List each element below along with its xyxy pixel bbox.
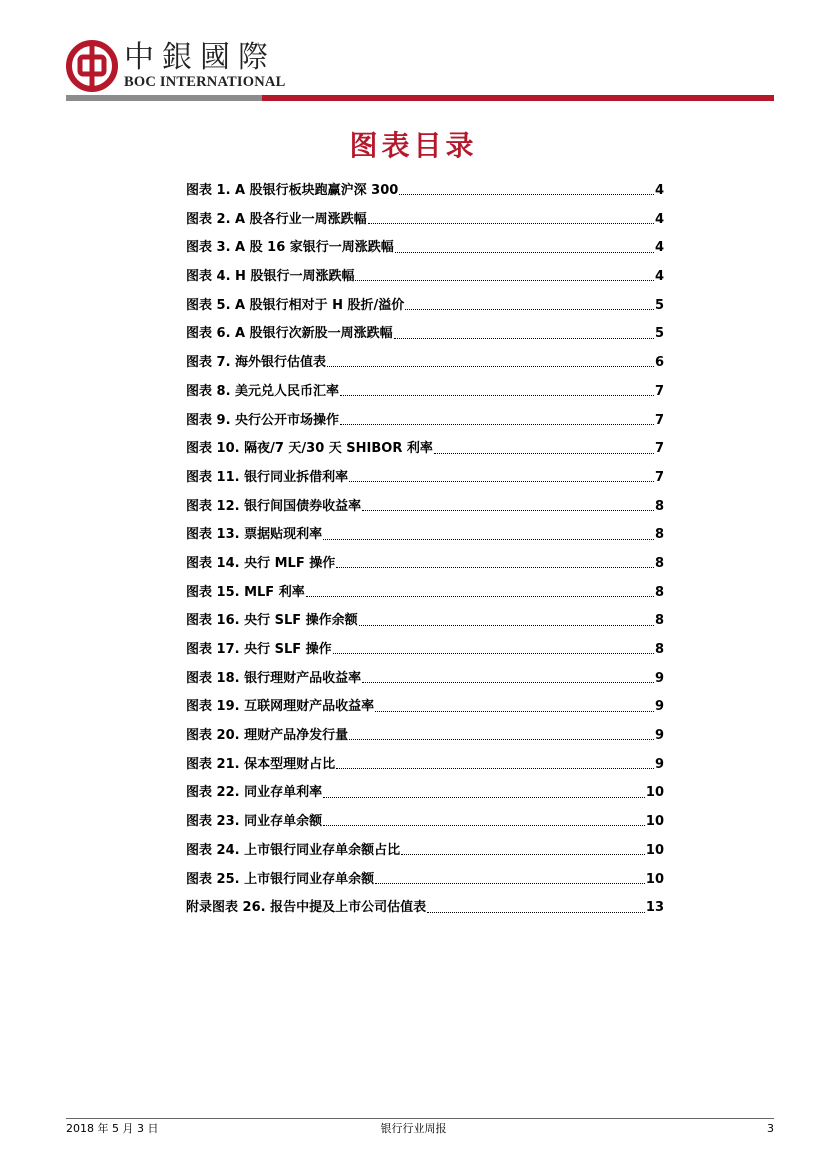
toc-dot-leader	[359, 624, 654, 626]
toc-entry[interactable]	[186, 837, 664, 866]
toc-entry[interactable]	[186, 320, 664, 349]
toc-dot-leader	[434, 452, 654, 454]
toc-entry-label: 图表 3. A 股 16 家银行一周涨跌幅	[186, 240, 394, 256]
toc-dot-leader	[340, 423, 654, 425]
toc-entry-label: 图表 8. 美元兑人民币汇率	[186, 383, 340, 399]
toc-entry[interactable]	[186, 464, 664, 493]
footer-page-number: 3	[767, 1122, 774, 1135]
toc-entry[interactable]	[186, 263, 664, 292]
toc-entry[interactable]	[186, 378, 664, 407]
boc-international-logo	[66, 40, 306, 92]
toc-entry-page: 7	[654, 412, 664, 428]
toc-entry-label: 附录图表 26. 报告中提及上市公司估值表	[186, 900, 427, 916]
toc-dot-leader	[333, 652, 654, 654]
toc-entry-label: 图表 6. A 股银行次新股一周涨跌幅	[186, 326, 393, 342]
toc-entry[interactable]	[186, 407, 664, 436]
footer-date: 2018 年 5 月 3 日	[66, 1122, 159, 1135]
toc-entry-page: 10	[645, 842, 664, 858]
toc-entry[interactable]	[186, 349, 664, 378]
toc-entry-page: 13	[645, 900, 664, 916]
toc-dot-leader	[375, 882, 645, 884]
toc-entry-page: 6	[654, 355, 664, 371]
toc-entry-page: 4	[654, 240, 664, 256]
toc-entry[interactable]	[186, 206, 664, 235]
toc-entry-page: 8	[654, 613, 664, 629]
toc-entry[interactable]	[186, 521, 664, 550]
footer-divider	[66, 1118, 774, 1119]
toc-dot-leader	[349, 738, 654, 740]
toc-entry[interactable]	[186, 722, 664, 751]
toc-entry-label: 图表 19. 互联网理财产品收益率	[186, 699, 375, 715]
logo-english-text: BOC INTERNATIONAL	[124, 74, 286, 90]
toc-entry-page: 8	[654, 555, 664, 571]
toc-entry[interactable]	[186, 808, 664, 837]
toc-entry-page: 4	[654, 183, 664, 198]
logo-chinese-text: 中銀國際	[124, 40, 276, 75]
toc-dot-leader	[349, 480, 654, 482]
toc-entry-label: 图表 15. MLF 利率	[186, 584, 305, 600]
toc-entry-label: 图表 17. 央行 SLF 操作	[186, 642, 332, 657]
header-divider-bar	[66, 95, 774, 101]
toc-entry-page: 10	[645, 785, 664, 801]
toc-dot-leader	[323, 824, 645, 826]
toc-entry-page: 10	[645, 814, 664, 830]
toc-entry-page: 8	[654, 584, 664, 600]
toc-entry[interactable]	[186, 550, 664, 579]
toc-entry-label: 图表 10. 隔夜/7 天/30 天 SHIBOR 利率	[186, 441, 433, 457]
header-bar-grey-segment	[66, 95, 262, 101]
toc-entry-page: 7	[654, 469, 664, 485]
toc-entry-label: 图表 7. 海外银行估值表	[186, 355, 327, 371]
toc-dot-leader	[355, 279, 654, 281]
toc-entry-label: 图表 25. 上市银行同业存单余额	[186, 871, 375, 887]
toc-entry-page: 8	[654, 527, 664, 543]
toc-entry-label: 图表 5. A 股银行相对于 H 股折/溢价	[186, 297, 405, 313]
toc-dot-leader	[405, 308, 654, 310]
toc-dot-leader	[368, 222, 654, 224]
toc-entry-page: 9	[654, 728, 664, 744]
toc-entry-label: 图表 1. A 股银行板块跑赢沪深 300	[186, 183, 399, 198]
toc-entry-label: 图表 22. 同业存单利率	[186, 785, 323, 801]
toc-dot-leader	[336, 566, 654, 568]
toc-dot-leader	[362, 681, 654, 683]
toc-entry-page: 9	[654, 756, 664, 772]
toc-entry[interactable]	[186, 607, 664, 636]
toc-dot-leader	[401, 853, 645, 855]
toc-entry-page: 10	[645, 871, 664, 887]
toc-entry[interactable]	[186, 435, 664, 464]
toc-dot-leader	[427, 911, 645, 913]
toc-entry[interactable]	[186, 292, 664, 321]
toc-entry-page: 4	[654, 211, 664, 227]
toc-entry-page: 7	[654, 383, 664, 399]
toc-entry-label: 图表 4. H 股银行一周涨跌幅	[186, 269, 355, 285]
toc-entry[interactable]	[186, 866, 664, 895]
toc-entry-page: 9	[654, 699, 664, 715]
toc-dot-leader	[399, 193, 654, 195]
toc-entry-label: 图表 11. 银行同业拆借利率	[186, 469, 349, 485]
toc-entry-page: 8	[654, 498, 664, 514]
toc-entry[interactable]	[186, 636, 664, 665]
toc-entry-label: 图表 24. 上市银行同业存单余额占比	[186, 842, 401, 858]
toc-dot-leader	[323, 538, 654, 540]
toc-entry[interactable]	[186, 665, 664, 694]
toc-entry-label: 图表 2. A 股各行业一周涨跌幅	[186, 211, 367, 227]
toc-entry[interactable]	[186, 693, 664, 722]
toc-entry[interactable]	[186, 234, 664, 263]
toc-entry-label: 图表 9. 央行公开市场操作	[186, 412, 340, 428]
toc-entry-page: 9	[654, 670, 664, 686]
toc-dot-leader	[375, 710, 654, 712]
toc-entry-label: 图表 21. 保本型理财占比	[186, 756, 336, 772]
footer-report-name: 银行行业周报	[380, 1122, 447, 1135]
toc-entry-page: 4	[654, 269, 664, 285]
toc-entry[interactable]	[186, 779, 664, 808]
toc-entry[interactable]	[186, 177, 664, 206]
toc-entry-label: 图表 16. 央行 SLF 操作余额	[186, 613, 358, 629]
toc-entry[interactable]	[186, 894, 664, 923]
toc-entry-label: 图表 12. 银行间国债券收益率	[186, 498, 362, 514]
toc-entry-page: 7	[654, 441, 664, 457]
toc-dot-leader	[395, 251, 654, 253]
toc-entry-page: 8	[654, 642, 664, 657]
toc-entry[interactable]	[186, 751, 664, 780]
toc-dot-leader	[336, 767, 654, 769]
toc-entry-label: 图表 14. 央行 MLF 操作	[186, 555, 336, 571]
page-title: 图表目录	[349, 129, 478, 162]
toc-dot-leader	[340, 394, 654, 396]
toc-dot-leader	[323, 796, 645, 798]
toc-entry-page: 5	[654, 297, 664, 313]
toc-dot-leader	[306, 595, 654, 597]
header-bar-red-segment	[262, 95, 774, 101]
toc-dot-leader	[327, 365, 654, 367]
toc-dot-leader	[362, 509, 654, 511]
toc-entry-label: 图表 18. 银行理财产品收益率	[186, 670, 362, 686]
table-of-figures	[186, 177, 664, 923]
toc-entry-label: 图表 13. 票据贴现利率	[186, 527, 323, 543]
toc-dot-leader	[394, 337, 654, 339]
boc-coin-logo-icon	[66, 40, 118, 92]
toc-entry[interactable]	[186, 579, 664, 608]
toc-entry-label: 图表 20. 理财产品净发行量	[186, 728, 349, 744]
toc-entry[interactable]	[186, 493, 664, 522]
toc-entry-page: 5	[654, 326, 664, 342]
toc-entry-label: 图表 23. 同业存单余额	[186, 814, 323, 830]
